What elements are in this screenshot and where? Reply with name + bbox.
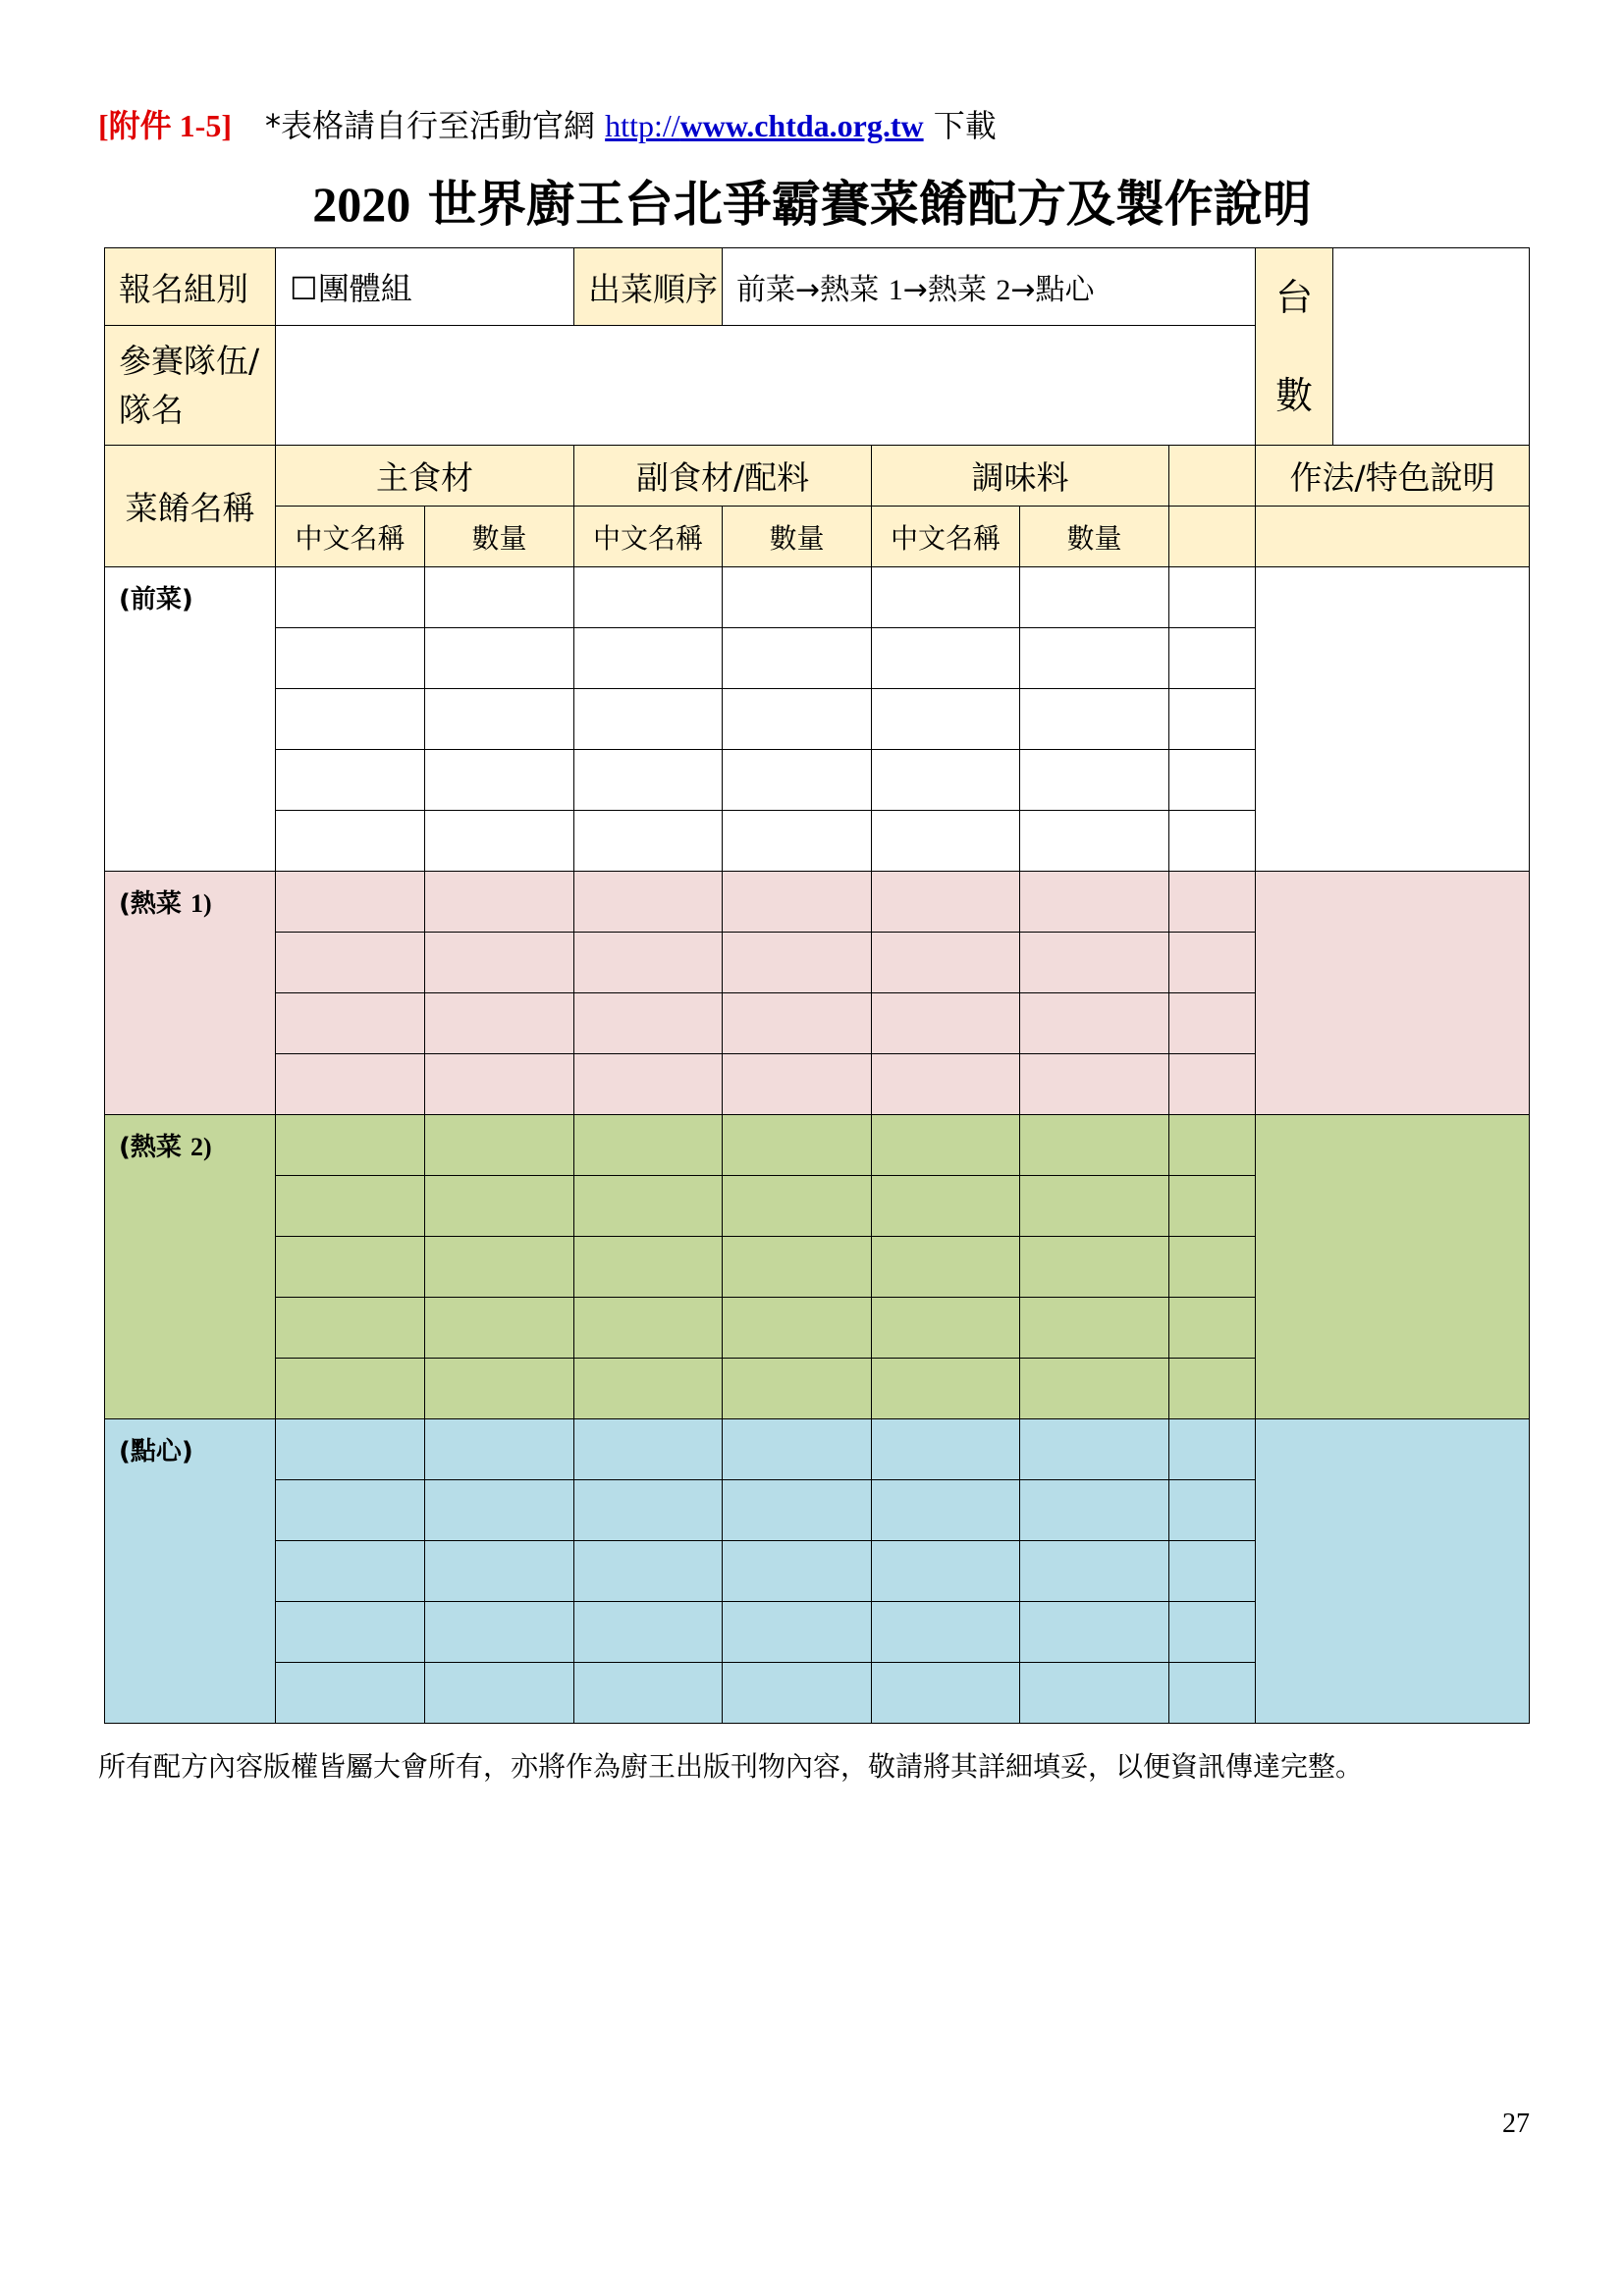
cell[interactable]: [872, 750, 1020, 811]
cell[interactable]: [425, 1541, 574, 1602]
cell[interactable]: [1020, 567, 1169, 628]
cell[interactable]: [574, 628, 723, 689]
website-link[interactable]: [605, 108, 923, 143]
attachment-label: [附件 1-5]: [98, 108, 232, 143]
cell[interactable]: [723, 1298, 872, 1359]
section-hot-dish-1-label: [105, 872, 276, 1115]
cell[interactable]: [1169, 1359, 1256, 1419]
cell[interactable]: [574, 1419, 723, 1480]
main-qty-header: 數量: [425, 507, 574, 567]
cell[interactable]: [872, 811, 1020, 872]
cell[interactable]: [1020, 1359, 1169, 1419]
cell[interactable]: [574, 1359, 723, 1419]
cell[interactable]: [276, 993, 425, 1054]
cell[interactable]: [1169, 1176, 1256, 1237]
team-label: 參賽隊伍/隊名: [105, 326, 276, 446]
cell[interactable]: [723, 1541, 872, 1602]
cell[interactable]: [276, 1419, 425, 1480]
cell[interactable]: [425, 1602, 574, 1663]
cell[interactable]: [723, 1419, 872, 1480]
side-cn-name-header: 中文名稱: [574, 507, 723, 567]
order-part-1: 前菜→熱菜: [736, 273, 880, 307]
cell[interactable]: [872, 628, 1020, 689]
cell[interactable]: [425, 872, 574, 933]
cell[interactable]: [723, 1663, 872, 1724]
tai-label: [1256, 248, 1333, 446]
cell[interactable]: [425, 1115, 574, 1176]
cell[interactable]: [574, 872, 723, 933]
cell[interactable]: [723, 1602, 872, 1663]
cell[interactable]: [574, 567, 723, 628]
seasoning-header: 調味料: [872, 446, 1169, 507]
cell[interactable]: [872, 1602, 1020, 1663]
cell[interactable]: [723, 689, 872, 750]
cell[interactable]: [723, 1054, 872, 1115]
cell[interactable]: [1020, 1176, 1169, 1237]
cell[interactable]: [425, 1359, 574, 1419]
cell[interactable]: [425, 750, 574, 811]
cell[interactable]: [574, 1663, 723, 1724]
cell[interactable]: [276, 1237, 425, 1298]
cell[interactable]: [872, 567, 1020, 628]
section-appetizer-text: (前菜): [119, 585, 193, 614]
cell[interactable]: [425, 811, 574, 872]
cell[interactable]: [1020, 993, 1169, 1054]
cell[interactable]: [1169, 1663, 1256, 1724]
cell[interactable]: [872, 872, 1020, 933]
cell[interactable]: [276, 1663, 425, 1724]
order-part-4: 2: [996, 274, 1011, 306]
cell[interactable]: [1020, 1541, 1169, 1602]
cell[interactable]: [276, 567, 425, 628]
page-number: 27: [1502, 2109, 1530, 2139]
tai-char-2: 數: [1275, 374, 1314, 417]
cell[interactable]: [276, 1480, 425, 1541]
cell[interactable]: [1020, 1419, 1169, 1480]
cell[interactable]: [1169, 689, 1256, 750]
cell[interactable]: [723, 1480, 872, 1541]
extra-subheader-cell: [1169, 507, 1256, 567]
cell[interactable]: [276, 811, 425, 872]
cell[interactable]: [574, 993, 723, 1054]
cell[interactable]: [723, 1176, 872, 1237]
side-qty-header: 數量: [723, 507, 872, 567]
cell[interactable]: [574, 1298, 723, 1359]
cell[interactable]: [723, 872, 872, 933]
cell[interactable]: [872, 1359, 1020, 1419]
cell[interactable]: [574, 1176, 723, 1237]
method-subheader-cell: [1256, 507, 1530, 567]
cell[interactable]: [574, 689, 723, 750]
section-appetizer-label: [105, 567, 276, 872]
cell[interactable]: [425, 567, 574, 628]
section-dessert-text: (點心): [119, 1437, 193, 1467]
cell[interactable]: [574, 1602, 723, 1663]
seasoning-cn-name-header: 中文名稱: [872, 507, 1020, 567]
order-value: [723, 248, 1256, 326]
recipe-form-table: [104, 247, 1530, 1724]
cell[interactable]: [1020, 811, 1169, 872]
cell[interactable]: [276, 1176, 425, 1237]
order-part-5: →點心: [1010, 273, 1095, 307]
cell[interactable]: [276, 1359, 425, 1419]
team-value-cell[interactable]: [276, 326, 1256, 446]
cell[interactable]: [1020, 1480, 1169, 1541]
main-ingredient-header: 主食材: [276, 446, 574, 507]
cell[interactable]: [574, 1237, 723, 1298]
cell[interactable]: [1169, 1115, 1256, 1176]
cell[interactable]: [276, 750, 425, 811]
header-note: [98, 101, 997, 146]
cell[interactable]: [723, 628, 872, 689]
order-part-2: 1: [888, 274, 903, 306]
order-part-3: →熱菜: [902, 273, 987, 307]
group-checkbox-text: ☐團體組: [290, 270, 412, 307]
cell[interactable]: [723, 1115, 872, 1176]
cell[interactable]: [276, 1602, 425, 1663]
cell[interactable]: [574, 1054, 723, 1115]
cell[interactable]: [1169, 872, 1256, 933]
cell[interactable]: [574, 933, 723, 993]
section-hot-dish-2-label: [105, 1115, 276, 1419]
cell[interactable]: [1169, 811, 1256, 872]
dessert-method-cell[interactable]: [1256, 1419, 1530, 1724]
title-text: 世界廚王台北爭霸賽菜餚配方及製作說明: [427, 176, 1312, 233]
copyright-footer: 所有配方內容版權皆屬大會所有，亦將作為廚王出版刊物內容，敬請將其詳細填妥，以便資訊傳達完整。: [98, 1750, 1364, 1783]
cell[interactable]: [276, 933, 425, 993]
cell[interactable]: [425, 628, 574, 689]
method-header: 作法/特色說明: [1256, 446, 1530, 507]
cell[interactable]: [574, 1480, 723, 1541]
section-hot-dish-2-number: 2): [189, 1133, 212, 1161]
cell[interactable]: [1169, 1054, 1256, 1115]
cell[interactable]: [1020, 1115, 1169, 1176]
seasoning-qty-header: 數量: [1020, 507, 1169, 567]
cell[interactable]: [425, 993, 574, 1054]
page-title: [0, 165, 1624, 236]
url-prefix: http://: [605, 108, 680, 143]
cell[interactable]: [276, 1054, 425, 1115]
group-label: 報名組別: [105, 248, 276, 326]
cell[interactable]: [425, 1663, 574, 1724]
cell[interactable]: [872, 1237, 1020, 1298]
cell[interactable]: [872, 1480, 1020, 1541]
cell[interactable]: [723, 993, 872, 1054]
cell[interactable]: [1169, 1419, 1256, 1480]
cell[interactable]: [1169, 628, 1256, 689]
side-ingredient-header: 副食材/配料: [574, 446, 872, 507]
cell[interactable]: [872, 1298, 1020, 1359]
title-year: 2020: [312, 177, 411, 232]
cell[interactable]: [723, 811, 872, 872]
hot-dish-1-method-cell[interactable]: [1256, 872, 1530, 1115]
cell[interactable]: [425, 1176, 574, 1237]
cell[interactable]: [1169, 1237, 1256, 1298]
cell[interactable]: [574, 811, 723, 872]
cell[interactable]: [276, 1298, 425, 1359]
cell[interactable]: [425, 689, 574, 750]
cell[interactable]: [1020, 1298, 1169, 1359]
cell[interactable]: [574, 1541, 723, 1602]
cell[interactable]: [1169, 1480, 1256, 1541]
cell[interactable]: [723, 1359, 872, 1419]
cell[interactable]: [425, 933, 574, 993]
cell[interactable]: [872, 1176, 1020, 1237]
cell[interactable]: [425, 1298, 574, 1359]
cell[interactable]: [1169, 993, 1256, 1054]
cell[interactable]: [1020, 1663, 1169, 1724]
group-value[interactable]: [276, 248, 574, 326]
download-text: 下載: [933, 107, 997, 144]
cell[interactable]: [425, 1419, 574, 1480]
cell[interactable]: [425, 1237, 574, 1298]
cell[interactable]: [872, 689, 1020, 750]
section-hot-dish-2-text: (熱菜: [119, 1133, 182, 1162]
cell[interactable]: [1020, 872, 1169, 933]
tai-char-1: 台: [1275, 276, 1314, 319]
cell[interactable]: [425, 1054, 574, 1115]
tai-value-cell[interactable]: [1333, 248, 1530, 446]
cell[interactable]: [276, 1541, 425, 1602]
cell[interactable]: [276, 689, 425, 750]
appetizer-method-cell[interactable]: [1256, 567, 1530, 872]
cell[interactable]: [1020, 933, 1169, 993]
cell[interactable]: [1169, 750, 1256, 811]
section-dessert-label: [105, 1419, 276, 1724]
extra-header-cell: [1169, 446, 1256, 507]
cell[interactable]: [872, 1541, 1020, 1602]
cell[interactable]: [1169, 1541, 1256, 1602]
cell[interactable]: [1169, 933, 1256, 993]
cell[interactable]: [872, 1419, 1020, 1480]
section-hot-dish-1-text: (熱菜: [119, 889, 182, 919]
cell[interactable]: [723, 567, 872, 628]
cell[interactable]: [1020, 1602, 1169, 1663]
cell[interactable]: [276, 1115, 425, 1176]
section-hot-dish-1-number: 1): [189, 889, 212, 918]
cell[interactable]: [574, 1115, 723, 1176]
cell[interactable]: [1020, 1054, 1169, 1115]
url-domain: www.chtda.org.tw: [679, 108, 924, 143]
main-cn-name-header: 中文名稱: [276, 507, 425, 567]
cell[interactable]: [276, 872, 425, 933]
cell[interactable]: [872, 1115, 1020, 1176]
cell[interactable]: [1169, 1298, 1256, 1359]
order-label: 出菜順序: [574, 248, 723, 326]
cell[interactable]: [723, 933, 872, 993]
cell[interactable]: [1020, 1237, 1169, 1298]
cell[interactable]: [1169, 567, 1256, 628]
dish-name-header: 菜餚名稱: [105, 446, 276, 567]
cell[interactable]: [1169, 1602, 1256, 1663]
cell[interactable]: [723, 750, 872, 811]
cell[interactable]: [574, 750, 723, 811]
cell[interactable]: [872, 933, 1020, 993]
cell[interactable]: [1020, 628, 1169, 689]
cell[interactable]: [1020, 689, 1169, 750]
cell[interactable]: [1020, 750, 1169, 811]
cell[interactable]: [276, 628, 425, 689]
cell[interactable]: [872, 1663, 1020, 1724]
cell[interactable]: [872, 993, 1020, 1054]
cell[interactable]: [723, 1237, 872, 1298]
hot-dish-2-method-cell[interactable]: [1256, 1115, 1530, 1419]
cell[interactable]: [872, 1054, 1020, 1115]
download-note: *表格請自行至活動官網: [264, 107, 595, 144]
cell[interactable]: [425, 1480, 574, 1541]
